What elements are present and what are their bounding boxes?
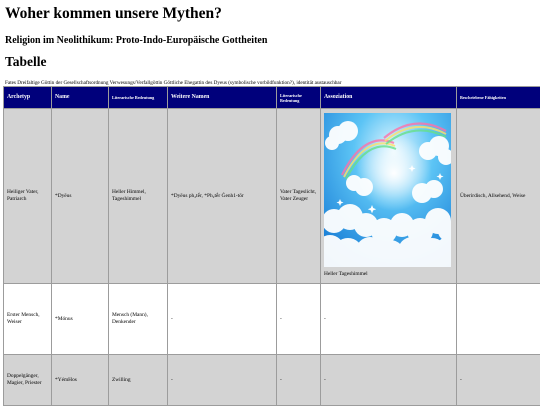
table-header-row [4, 87, 540, 109]
cell-weitere-namen: - [168, 355, 277, 406]
header-faehigkeiten: Beschriebene Fähigkeiten [457, 87, 540, 109]
cell-bedeutung-2: Vater Tageslicht, Vater Zeuger [277, 109, 321, 284]
cell-weitere-namen: - [168, 284, 277, 355]
table-row [4, 284, 540, 355]
cell-bedeutung: Mensch (Mann), Denkender [109, 284, 168, 355]
table-caption: Fates Dreifaltige Göttin der Gesellschaftsordnung Verwesungs/Verfallgöttin Göttliche Ehegattin des Dyeus (symbolische vorbildfunktion?), identität austauschbar [5, 80, 341, 86]
cell-bedeutung-2: - [277, 284, 321, 355]
cell-assoziation: - [321, 355, 457, 406]
cell-name: *YémHos [52, 355, 109, 406]
header-assoziation: Assoziation [321, 87, 457, 109]
sky-clouds-rainbow-image [324, 113, 451, 267]
cell-faehigkeiten [457, 284, 540, 355]
cell-archetyp: Erster Mensch, Weiser [4, 284, 52, 355]
cell-name: *Mónus [52, 284, 109, 355]
table-row [4, 355, 540, 406]
cell-faehigkeiten: - [457, 355, 540, 406]
gods-table [3, 86, 540, 406]
page-subtitle: Religion im Neolithikum: Proto-Indo-Europäische Gottheiten [5, 35, 267, 46]
header-archetyp: Archetyp [4, 87, 52, 109]
cell-assoziation-label: Heller Tageshimmel [324, 271, 368, 278]
cell-faehigkeiten: Überirdisch, Allsehend, Weise [457, 109, 540, 284]
cell-archetyp: Heiliger Vater, Patriarch [4, 109, 52, 284]
table-row [4, 109, 540, 284]
cell-assoziation [321, 109, 457, 284]
cell-bedeutung: Heller Himmel, Tageshimmel [109, 109, 168, 284]
header-name: Name [52, 87, 109, 109]
cell-assoziation: - [321, 284, 457, 355]
cell-name: *Dyēus [52, 109, 109, 284]
header-weitere-namen: Weitere Namen [168, 87, 277, 109]
cell-archetyp: Doppelgänger, Magier, Priester [4, 355, 52, 406]
page-title: Woher kommen unsere Mythen? [5, 5, 222, 23]
cell-bedeutung: Zwilling [109, 355, 168, 406]
header-bedeutung-2: Literarische Bedeutung [277, 87, 321, 109]
cell-weitere-namen: *Dyēus ph₂tḗr, *Ph₂tḗr Ǵenh1-tōr [168, 109, 277, 284]
header-bedeutung: Literarische Bedeutung [109, 87, 168, 109]
cell-bedeutung-2: - [277, 355, 321, 406]
section-heading: Tabelle [5, 54, 47, 70]
